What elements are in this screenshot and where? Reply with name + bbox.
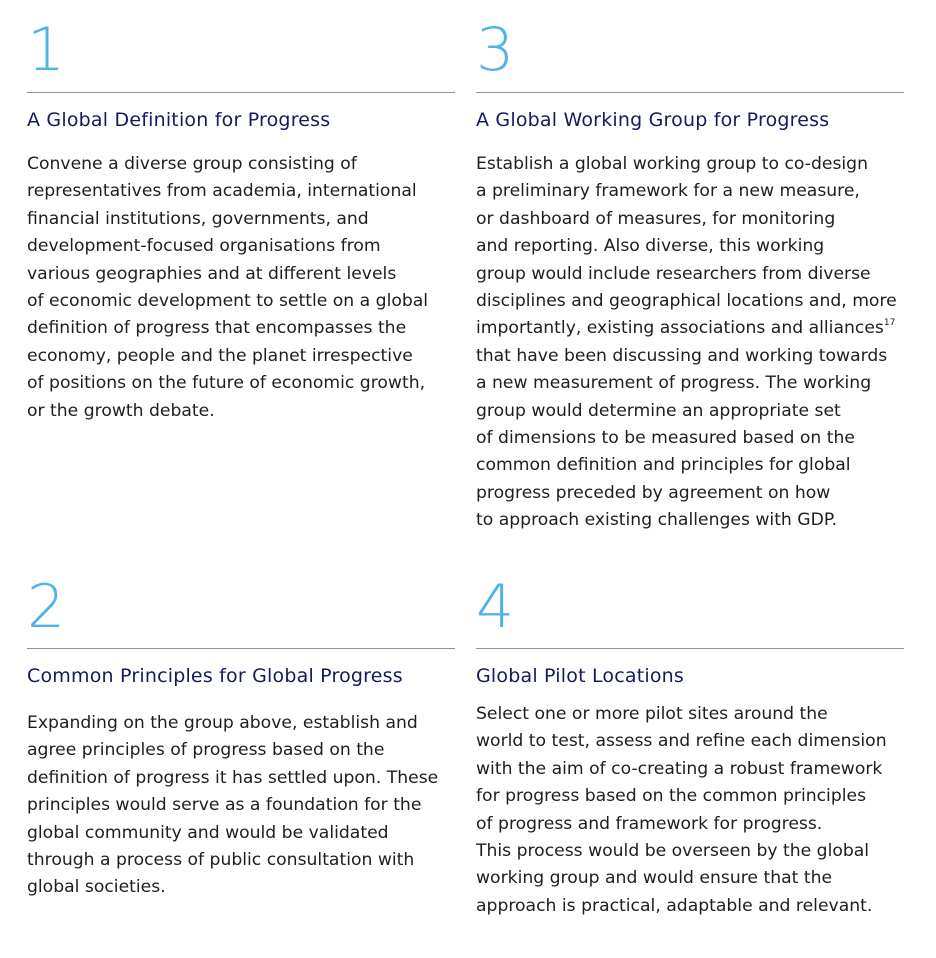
section-title: Common Principles for Global Progress — [27, 665, 403, 687]
body-line: of positions on the future of economic growth, — [27, 373, 426, 394]
section-body — [476, 701, 904, 920]
body-line: development-focused organisations from — [27, 236, 381, 257]
section-1 — [27, 15, 455, 425]
footnote-marker[interactable]: 17 — [883, 318, 896, 329]
body-line: various geographies and at different levels — [27, 263, 397, 284]
section-title: A Global Working Group for Progress — [476, 109, 830, 131]
section-number: 1 — [27, 15, 65, 85]
section-title: A Global Definition for Progress — [27, 109, 331, 131]
section-body — [27, 710, 455, 902]
body-line: working group and would ensure that the — [476, 868, 833, 889]
body-line: of economic development to settle on a global — [27, 291, 429, 312]
section-number: 3 — [476, 15, 514, 85]
body-line: or the growth debate. — [27, 400, 215, 421]
body-line — [476, 315, 904, 342]
body-line: progress preceded by agreement on how — [476, 482, 831, 503]
divider — [27, 92, 455, 93]
divider — [27, 648, 455, 649]
body-line: through a process of public consultation with — [27, 850, 415, 871]
body-line: Establish a global working group to co-design — [476, 154, 868, 174]
divider — [476, 92, 904, 93]
body-line: of dimensions to be measured based on the — [476, 428, 855, 449]
section-3 — [476, 15, 904, 535]
body-line: global community and would be validated — [27, 822, 389, 843]
body-line-text: importantly, existing associations and alliances — [476, 318, 884, 339]
body-line: disciplines and geographical locations and, more — [476, 291, 897, 312]
body-line: global societies. — [27, 877, 166, 898]
body-line: Convene a diverse group consisting of — [27, 154, 357, 174]
body-line: principles would serve as a foundation for the — [27, 795, 422, 816]
body-line: or dashboard of measures, for monitoring — [476, 208, 836, 229]
section-body — [27, 151, 455, 425]
body-line: agree principles of progress based on the — [27, 740, 385, 761]
body-line: definition of progress that encompasses the — [27, 318, 407, 339]
body-line: group would determine an appropriate set — [476, 400, 841, 421]
body-line: to approach existing challenges with GDP. — [476, 510, 837, 531]
section-number: 2 — [27, 572, 65, 642]
section-number: 4 — [476, 572, 514, 642]
body-line: world to test, assess and refine each dimension — [476, 731, 887, 752]
body-line: economy, people and the planet irrespective — [27, 345, 413, 366]
body-line: a new measurement of progress. The working — [476, 373, 872, 394]
body-line: representatives from academia, international — [27, 181, 417, 202]
section-4 — [476, 572, 904, 920]
section-title: Global Pilot Locations — [476, 665, 685, 687]
body-line: Expanding on the group above, establish and — [27, 713, 418, 733]
body-line: common definition and principles for global — [476, 455, 851, 476]
section-2 — [27, 572, 455, 902]
body-line: with the aim of co-creating a robust framework — [476, 758, 883, 779]
divider — [476, 648, 904, 649]
body-line: definition of progress it has settled upon. These — [27, 767, 439, 788]
body-line: that have been discussing and working towards — [476, 345, 888, 366]
body-line: of progress and framework for progress. — [476, 813, 823, 834]
body-line: approach is practical, adaptable and relevant. — [476, 895, 873, 916]
body-line: a preliminary framework for a new measure, — [476, 181, 860, 202]
body-line: and reporting. Also diverse, this working — [476, 236, 825, 257]
body-line: Select one or more pilot sites around the — [476, 704, 828, 724]
body-line: for progress based on the common principles — [476, 786, 867, 807]
body-line: This process would be overseen by the global — [476, 841, 870, 862]
body-line: financial institutions, governments, and — [27, 208, 369, 229]
section-body — [476, 151, 904, 535]
body-line: group would include researchers from diverse — [476, 263, 871, 284]
